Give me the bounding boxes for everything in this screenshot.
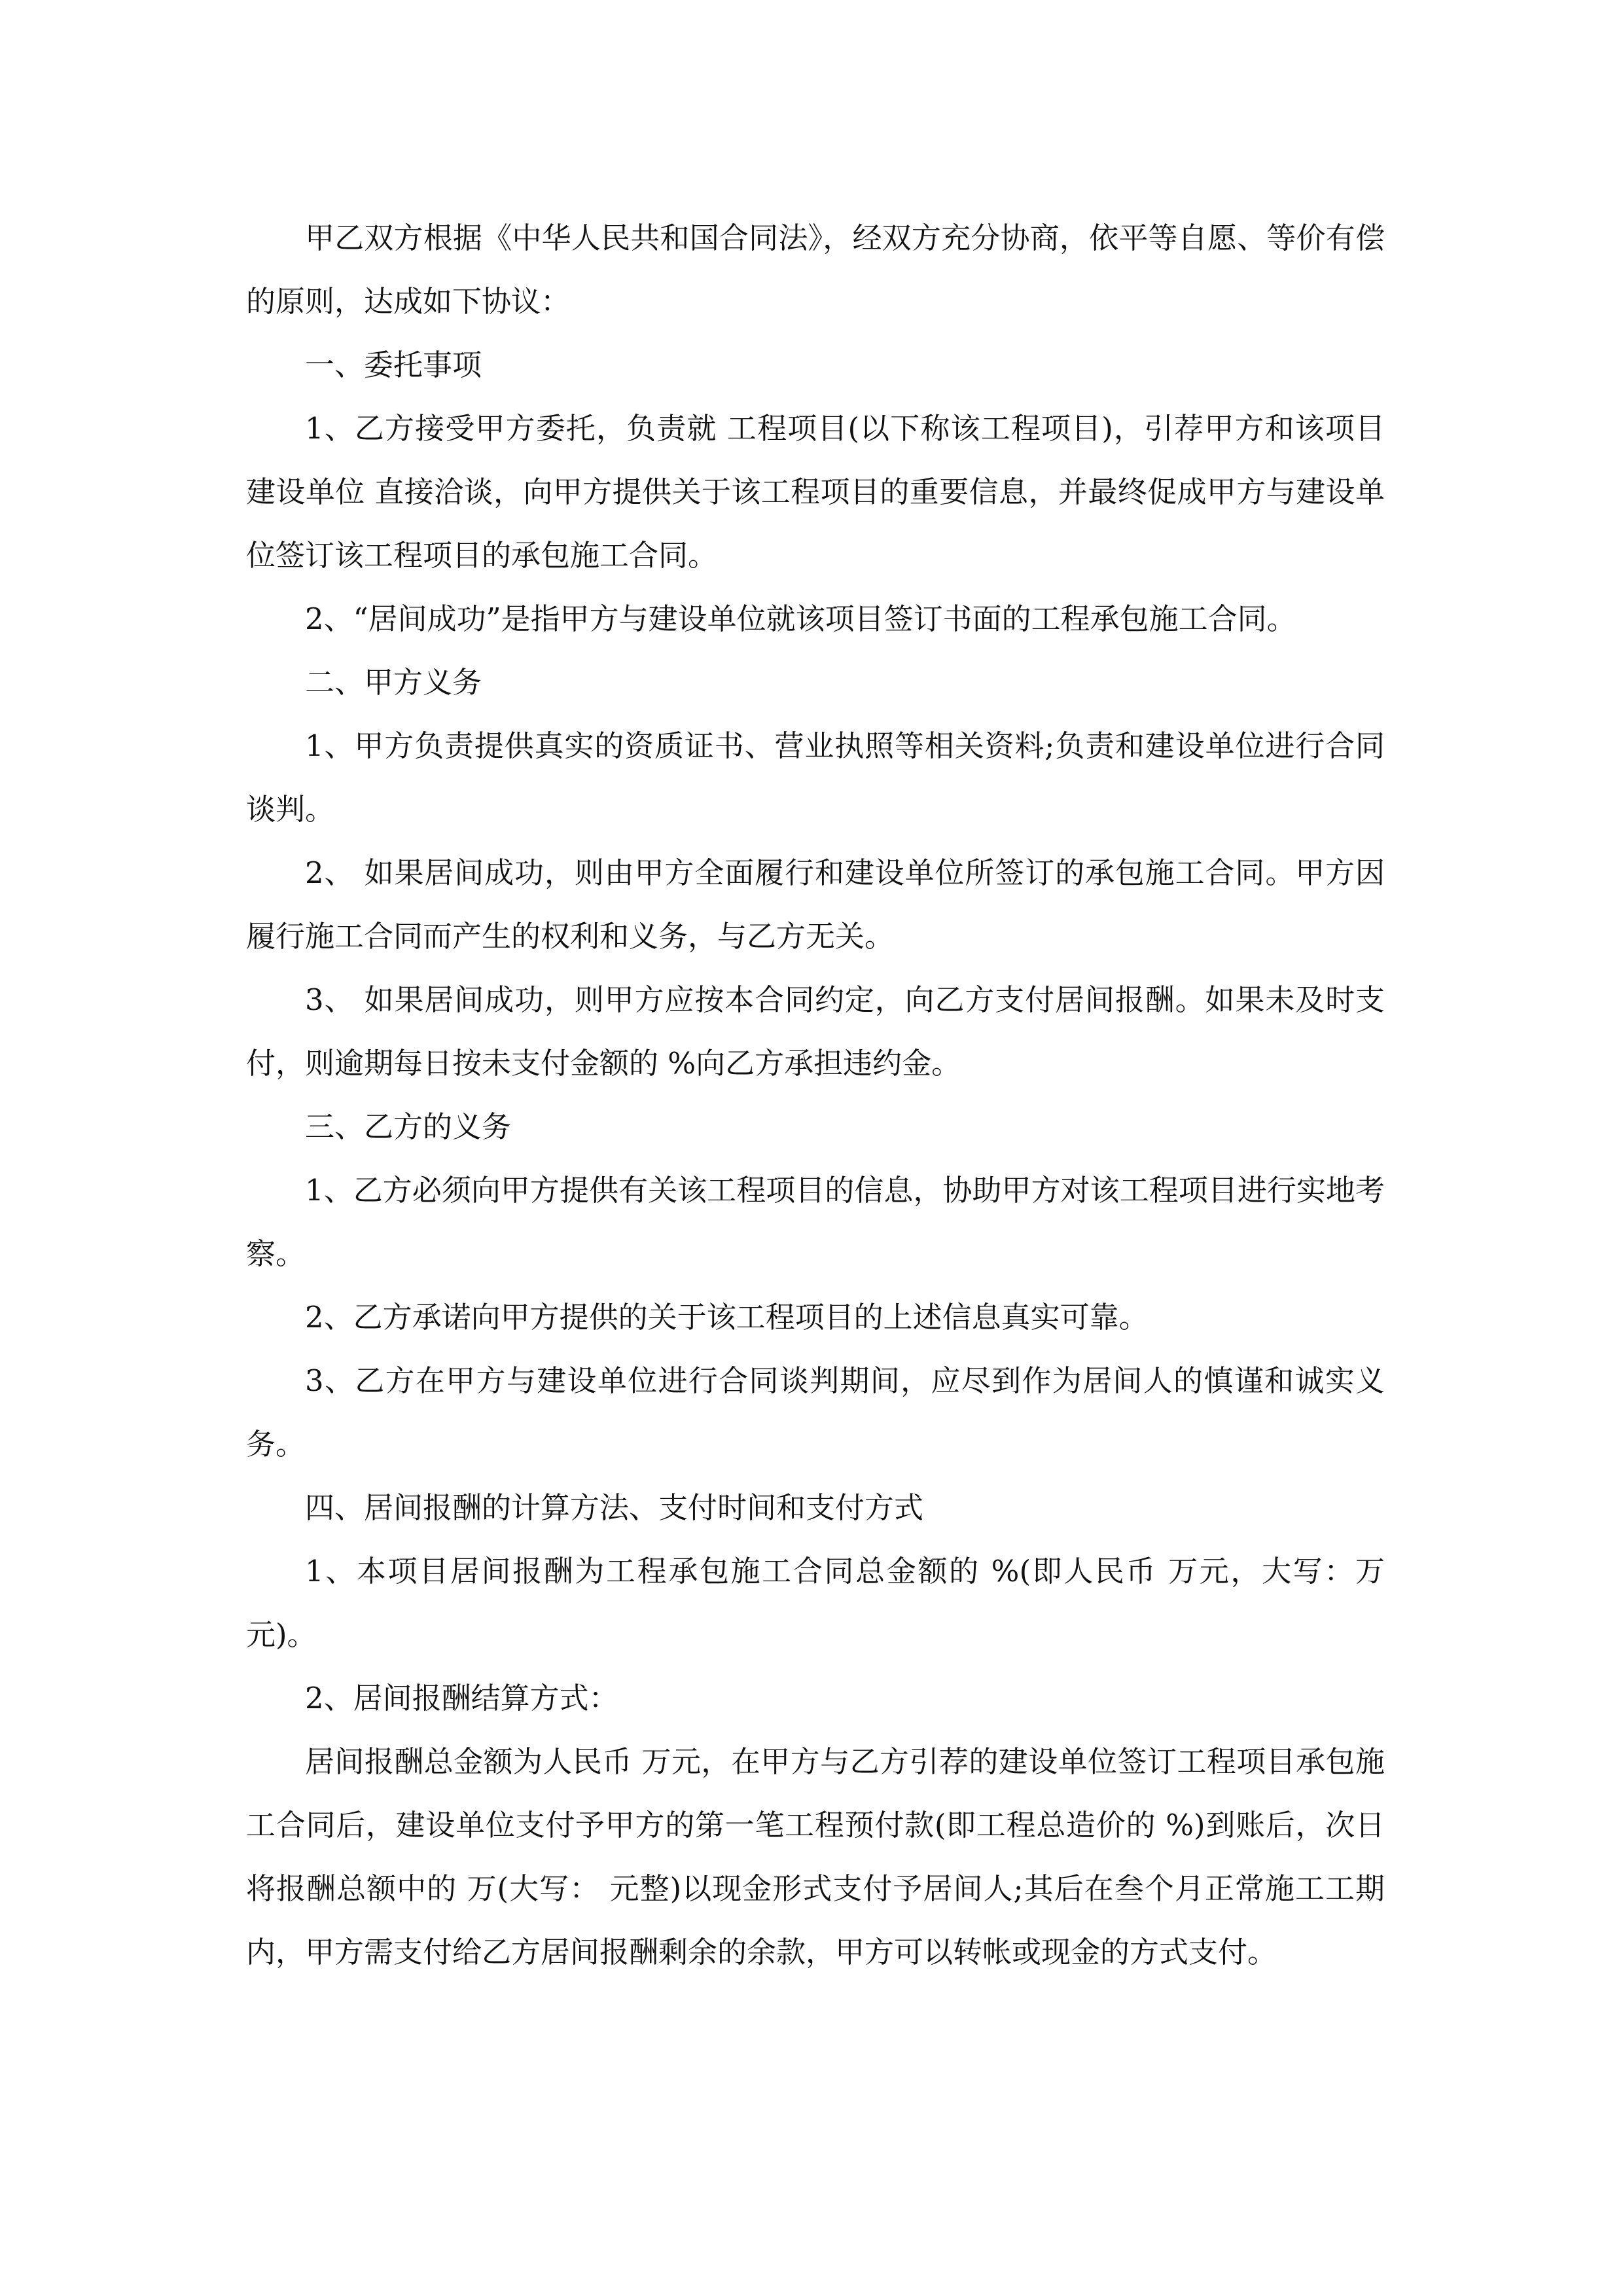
clause-1-1: 1、乙方接受甲方委托，负责就 工程项目(以下称该工程项目)，引荐甲方和该项目建设单位 直接洽谈，向甲方提供关于该工程项目的重要信息，并最终促成甲方与建设单位签订该工程项目的承包施工合同。 bbox=[246, 411, 1385, 573]
clause-3-1: 1、乙方必须向甲方提供有关该工程项目的信息，协助甲方对该工程项目进行实地考察。 bbox=[246, 1173, 1385, 1271]
document-body bbox=[246, 206, 1385, 1984]
section-heading-3: 三、乙方的义务 bbox=[305, 1109, 512, 1144]
intro-paragraph: 甲乙双方根据《中华人民共和国合同法》，经双方充分协商，依平等自愿、等价有偿的原则，达成如下协议： bbox=[246, 221, 1385, 319]
clause-4-1: 1、本项目居间报酬为工程承包施工合同总金额的 %(即人民币 万元，大写：万元)。 bbox=[246, 1554, 1385, 1652]
clause-3-2: 2、乙方承诺向甲方提供的关于该工程项目的上述信息真实可靠。 bbox=[305, 1300, 1149, 1335]
clause-2-1: 1、甲方负责提供真实的资质证书、营业执照等相关资料;负责和建设单位进行合同谈判。 bbox=[246, 728, 1385, 827]
section-heading-2: 二、甲方义务 bbox=[305, 665, 482, 700]
clause-1-2: 2、“居间成功”是指甲方与建设单位就该项目签订书面的工程承包施工合同。 bbox=[305, 601, 1296, 636]
clause-4-2: 2、居间报酬结算方式： bbox=[305, 1681, 618, 1715]
clause-3-3: 3、乙方在甲方与建设单位进行合同谈判期间，应尽到作为居间人的慎谨和诚实义务。 bbox=[246, 1363, 1385, 1462]
clause-4-2-detail: 居间报酬总金额为人民币 万元，在甲方与乙方引荐的建设单位签订工程项目承包施工合同后，建设单位支付予甲方的第一笔工程预付款(即工程总造价的 %)到账后，次日将报酬总额中的 万(大写： 元整)以现金形式支付予居间人;其后在叁个月正常施工工期内，甲方需支付给乙方居间报酬剩余的余款，甲方可以转帐或现金的方式支付。 bbox=[246, 1744, 1385, 1969]
section-heading-1: 一、委托事项 bbox=[305, 348, 482, 382]
section-heading-4: 四、居间报酬的计算方法、支付时间和支付方式 bbox=[305, 1490, 924, 1525]
clause-2-2: 2、 如果居间成功，则由甲方全面履行和建设单位所签订的承包施工合同。甲方因履行施工合同而产生的权利和义务，与乙方无关。 bbox=[246, 855, 1385, 954]
clause-2-3: 3、 如果居间成功，则甲方应按本合同约定，向乙方支付居间报酬。如果未及时支付，则逾期每日按未支付金额的 %向乙方承担违约金。 bbox=[246, 982, 1385, 1081]
